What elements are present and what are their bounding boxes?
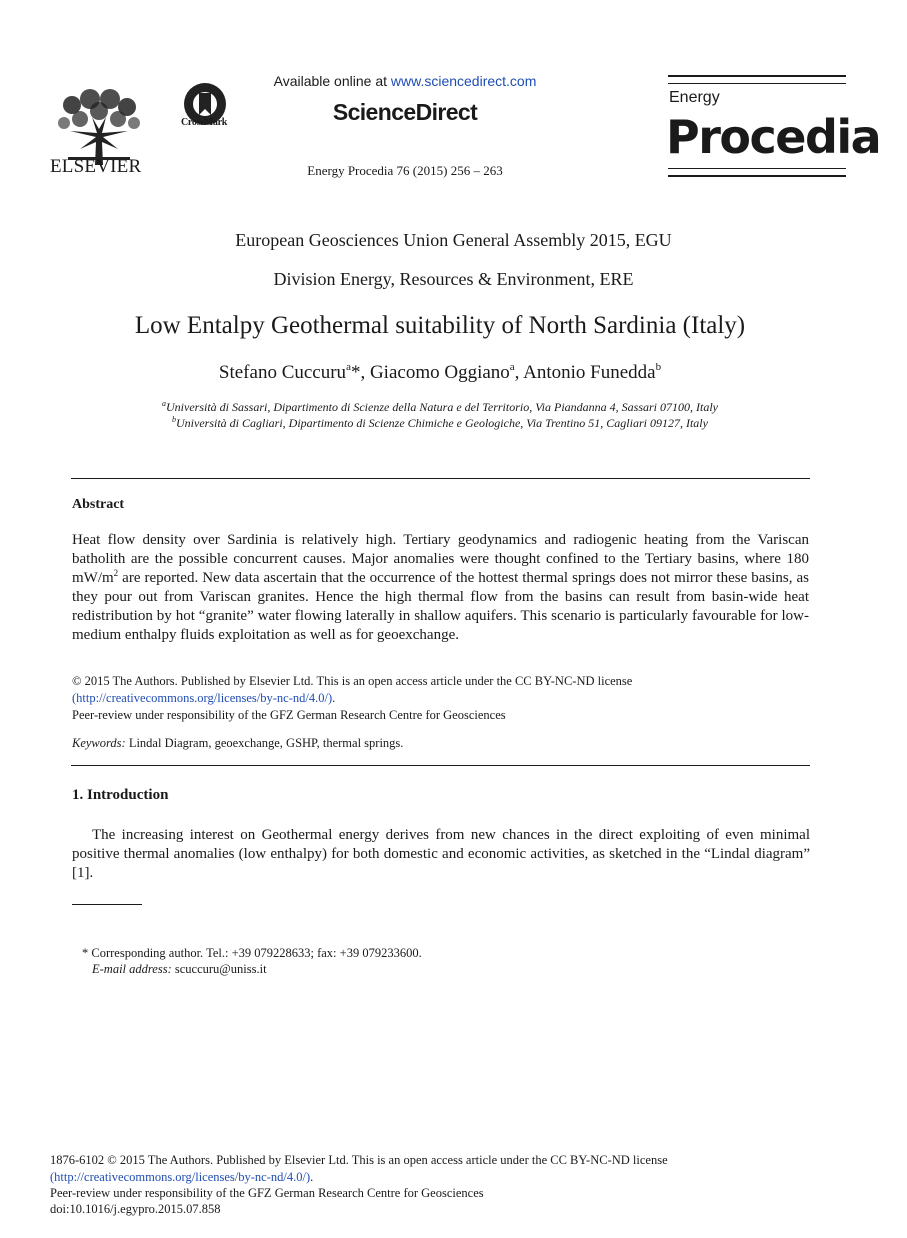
paper-title: Low Entalpy Geothermal suitability of North Sardinia (Italy) xyxy=(134,312,746,339)
keywords-line xyxy=(72,736,812,751)
crossmark-label: CrossMark xyxy=(180,117,227,128)
affiliation-text: Università di Cagliari, Dipartimento di Scienze Chimiche e Geologiche, Via Trentino 51, Cagliari 09127, Italy xyxy=(176,416,708,430)
section-divider xyxy=(71,478,810,479)
abstract-text-part-2: are reported. New data ascertain that the occurrence of the hottest thermal springs does not mirror these basins, as they pour out from Variscan granites. Hence the high thermal flow from the basins can result from basin-wide heat redistribution by hot “granite” water flowing laterally in shallow aquifers. This scenario is particularly favourable for low-medium enthalpy fluids exploitation as well as for geoexchange. xyxy=(72,570,809,643)
email-label: E-mail address: xyxy=(92,962,172,976)
license-url-line xyxy=(72,691,812,706)
author-affiliation-mark: a xyxy=(509,361,515,373)
section-divider xyxy=(71,765,810,766)
corresponding-author-note: * Corresponding author. Tel.: +39 079228633; fax: +39 079233600. xyxy=(82,946,422,960)
affiliation-text: Università di Sassari, Dipartimento di Scienze della Natura e del Territorio, Via Piandanna 4, Sassari 07100, Italy xyxy=(166,400,718,414)
conference-line-1: European Geosciences Union General Assembly 2015, EGU xyxy=(235,230,672,250)
journal-reference: Energy Procedia 76 (2015) 256 – 263 xyxy=(307,163,503,178)
author-separator: , xyxy=(360,362,370,383)
introduction-body: The increasing interest on Geothermal energy derives from new chances in the direct exploiting of even minimal positive thermal anomalies (low enthalpy) for both domestic and economic activities, as sketched in the “Lindal diagram” [1]. xyxy=(72,827,810,881)
peer-review-statement: Peer-review under responsibility of the GFZ German Research Centre for Geosciences xyxy=(72,708,506,722)
affiliation-b xyxy=(0,415,880,431)
author-name: Antonio Funedda xyxy=(523,362,656,383)
abstract-heading: Abstract xyxy=(72,497,125,512)
corresponding-mark: * xyxy=(350,362,361,383)
author-name: Giacomo Oggiano xyxy=(369,362,510,383)
footer-peer-review: Peer-review under responsibility of the GFZ German Research Centre for Geosciences xyxy=(50,1186,484,1200)
author-affiliation-mark: a xyxy=(346,361,351,373)
license-link[interactable]: (http://creativecommons.org/licenses/by-nc-nd/4.0/) xyxy=(72,691,333,705)
sciencedirect-wordmark: ScienceDirect xyxy=(332,99,478,125)
affiliation-a xyxy=(0,399,880,415)
footer-license-link[interactable]: (http://creativecommons.org/licenses/by-nc-nd/4.0/) xyxy=(50,1170,311,1184)
footer-issn-line: 1876-6102 © 2015 The Authors. Published by Elsevier Ltd. This is an open access article under the CC BY-NC-ND license xyxy=(50,1153,668,1167)
author-name: Stefano Cuccuru xyxy=(218,362,347,383)
author-list xyxy=(0,361,880,384)
keywords-text: Lindal Diagram, geoexchange, GSHP, thermal springs. xyxy=(125,736,404,750)
footer-doi[interactable]: doi:10.1016/j.egypro.2015.07.858 xyxy=(50,1202,221,1216)
procedia-top-rule xyxy=(668,75,846,84)
conference-line-2: Division Energy, Resources & Environment, ERE xyxy=(273,269,634,289)
sciencedirect-link[interactable]: www.sciencedirect.com xyxy=(390,73,537,89)
email-address[interactable]: scuccuru@uniss.it xyxy=(171,962,267,976)
procedia-bottom-rule xyxy=(668,168,846,177)
affiliation-mark: b xyxy=(172,415,177,424)
abstract-text-part-1: Heat flow density over Sardinia is relatively high. Tertiary geodynamics and radiogenic heating from the Variscan batholith are the possible concurrent causes. Major anomalies were thought confined to the Tertiary basins, where 180 mW/m xyxy=(72,532,809,586)
journal-name-procedia: Procedia xyxy=(666,110,881,164)
author-separator: , xyxy=(514,362,524,383)
footer-url-suffix: . xyxy=(310,1170,314,1184)
email-line xyxy=(92,962,267,977)
elsevier-wordmark: ELSEVIER xyxy=(50,156,142,177)
license-url-suffix: . xyxy=(332,691,336,705)
footer-license-url-line xyxy=(50,1170,870,1185)
introduction-heading: 1. Introduction xyxy=(72,787,169,803)
footnote-rule xyxy=(72,904,142,905)
keywords-label: Keywords: xyxy=(72,736,126,750)
availability-line xyxy=(230,73,580,89)
available-prefix: Available online at xyxy=(273,73,387,89)
author-affiliation-mark: b xyxy=(655,361,662,373)
license-statement: © 2015 The Authors. Published by Elsevier Ltd. This is an open access article under the CC BY-NC-ND license xyxy=(72,674,633,688)
journal-name-energy: Energy xyxy=(669,89,720,106)
affiliation-mark: a xyxy=(162,399,166,408)
unit-superscript: 2 xyxy=(113,568,119,578)
abstract-body xyxy=(72,531,809,645)
